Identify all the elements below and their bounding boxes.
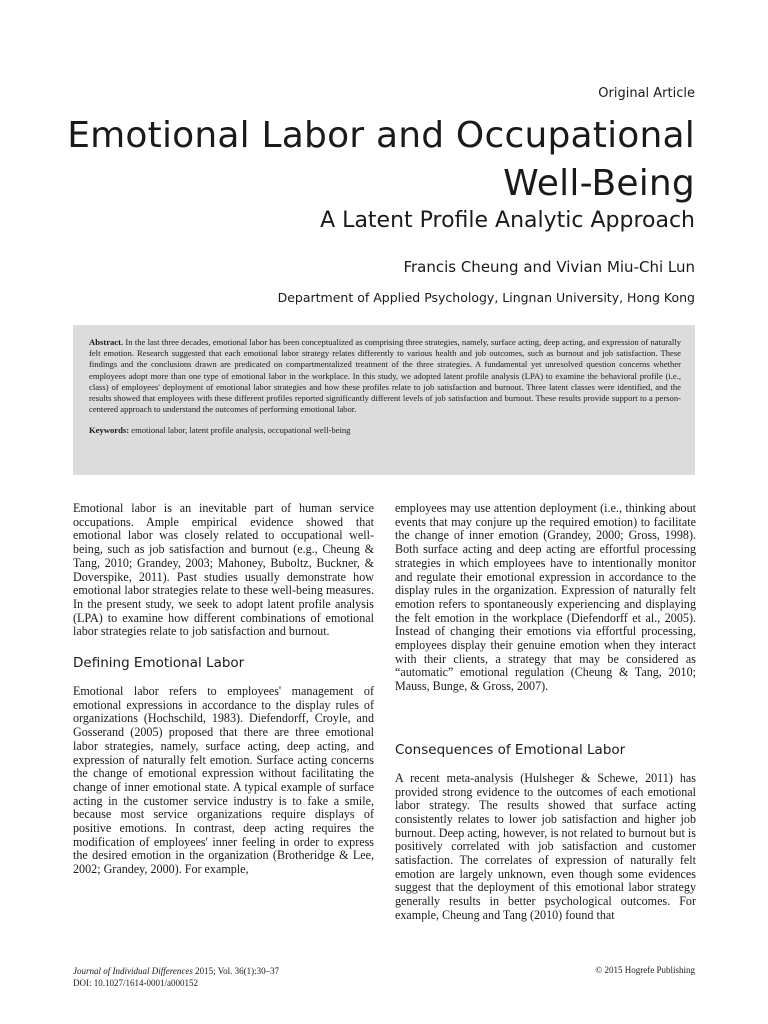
abstract-box <box>73 325 695 475</box>
article-subtitle: A Latent Profile Analytic Approach <box>320 208 695 233</box>
doi-line: DOI: 10.1027/1614-0001/a000152 <box>73 978 198 988</box>
author-affiliation: Department of Applied Psychology, Lingnan University, Hong Kong <box>277 290 695 305</box>
abstract-label: Abstract. <box>89 337 124 347</box>
journal-line <box>73 965 279 977</box>
left-column <box>73 502 374 877</box>
article-title: Emotional Labor and Occupational Well-Being <box>67 115 695 204</box>
journal-citation <box>73 965 279 989</box>
section-heading-consequences: Consequences of Emotional Labor <box>395 741 626 758</box>
keywords-line <box>89 425 681 436</box>
right-column <box>395 502 696 923</box>
consequences-paragraph: A recent meta-analysis (Hulsheger & Schewe, 2011) has provided strong evidence to the outcomes of each emotional labor strategy. The results showed that surface acting consistently relates to lower job satisfaction and higher job burnout. Deep acting, however, is not related to burnout but is positively correlated with job satisfaction and customer satisfaction. The correlates of expression of naturally felt emotion are largely unknown, even though some evidences suggest that the deployment of this emotional labor strategy generally results in better psychological outcomes. For example, Cheung and Tang (2010) found that <box>395 770 696 922</box>
intro-paragraph: Emotional labor is an inevitable part of human service occupations. Ample empirical evidence showed that emotional labor was closely related to occupational well-being, such as job satisfaction and burnout (e.g., Cheung & Tang, 2010; Grandey, 2003; Mahoney, Buboltz, Buckner, & Doverspike, 2011). Past studies usually demonstrate how emotional labor strategies relate to these well-being measures. In the present study, we seek to adopt latent profile analysis (LPA) to examine how different combinations of emotional labor strategies relate to job satisfaction and burnout. <box>73 501 374 639</box>
section-heading-defining: Defining Emotional Labor <box>73 655 245 672</box>
journal-volume: 2015; Vol. 36(1):30–37 <box>195 966 280 976</box>
abstract-text: In the last three decades, emotional labor has been conceptualized as comprising three strategies, namely, surface acting, deep acting, and expression of naturally felt emotion. Research suggested that each emotional labor strategy relates differently to various health and job outcomes, such as burnout and job satisfaction. These findings and the conclusions drawn are predicated on compartmentalized treatment of the three strategies. A fundamental yet unresolved question concerns whether employees adopt more than one type of emotional labor in the workplace. In this study, we adopted latent profile analysis (LPA) to examine the behavioral profile (i.e., class) of employees' deployment of emotional labor strategies and how these profiles relate to job satisfaction and burnout. Three latent classes were identified, and the results showed that employees with these different profiles reported significantly different levels of job satisfaction and burnout. These results provide support to a person-centered approach to understand the outcomes of performing emotional labor. <box>89 337 681 415</box>
keywords-text: emotional labor, latent profile analysis, occupational well-being <box>131 425 351 436</box>
author-list: Francis Cheung and Vivian Miu-Chi Lun <box>403 258 695 276</box>
keywords-label: Keywords: <box>89 425 130 436</box>
journal-name: Journal of Individual Differences <box>73 966 193 976</box>
abstract-paragraph <box>89 337 681 415</box>
copyright-notice: © 2015 Hogrefe Publishing <box>595 965 695 975</box>
defining-paragraph: Emotional labor refers to employees' management of emotional expressions in accordance to the display rules of organizations (Hochschild, 1983). Diefendorff, Croyle, and Gosserand (2005) proposed that there are three emotional labor strategies, namely, surface acting, deep acting, and expression of naturally felt emotion. Surface acting concerns the change of emotional expression without facilitating the change of inner emotional state. A typical example of surface acting in the customer service industry is to fake a smile, because most service organizations require displays of positive emotions. In contrast, deep acting requires the modification of employees' inner feeling in order to express the desired emotion in the organization (Brotheridge & Lee, 2002; Grandey, 2000). For example, <box>73 684 374 877</box>
continued-paragraph: employees may use attention deployment (i.e., thinking about events that may conjure up the required emotion) to facilitate the change of inner emotion (Grandey, 2000; Gross, 1998). Both surface acting and deep acting are effortful processing strategies in which employees have to intentionally monitor and regulate their emotional expression in accordance to the display rules in the organization. Expression of naturally felt emotion refers to spontaneously experiencing and displaying the felt emotion in the workplace (Diefendorff et al., 2005). Instead of changing their emotions via effortful processing, employees display their genuine emotion when they interact with their clients, a strategy that may be considered as “automatic” emotional regulation (Cheung & Tang, 2010; Mauss, Bunge, & Gross, 2007). <box>395 501 696 694</box>
article-type-label: Original Article <box>598 86 695 101</box>
